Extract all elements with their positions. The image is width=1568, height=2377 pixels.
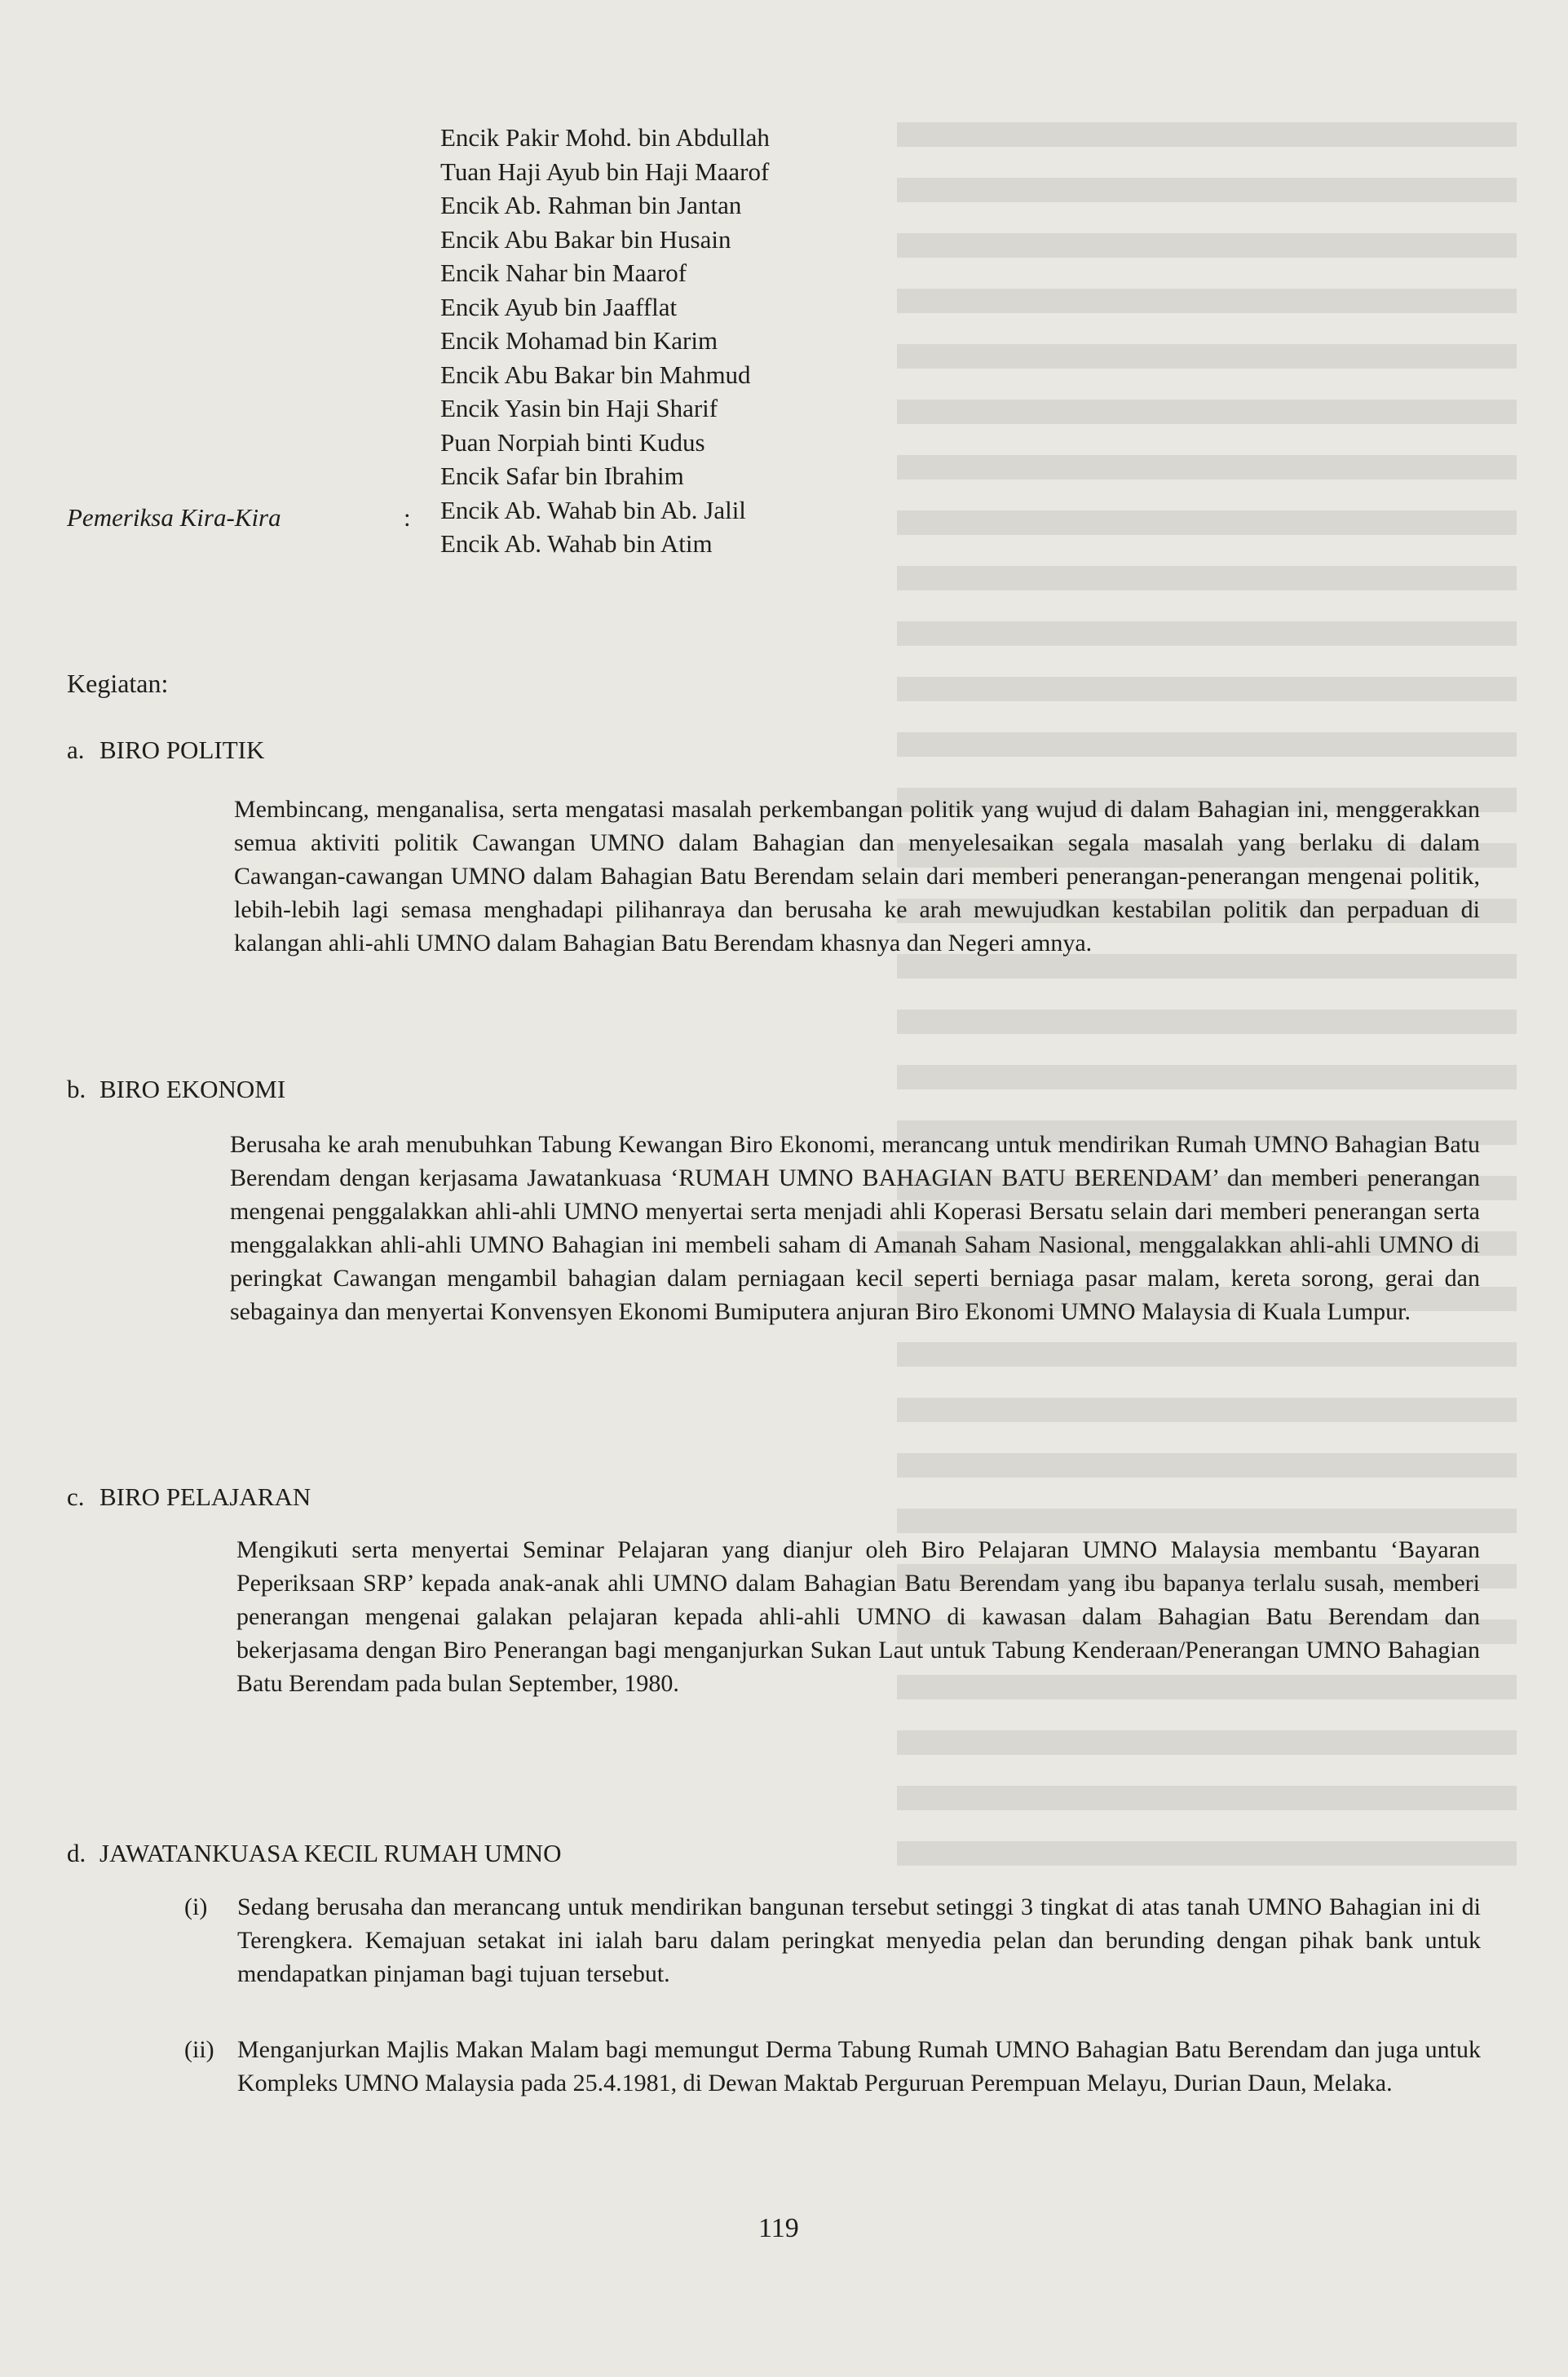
section-heading-biro-pelajaran — [67, 1482, 311, 1512]
section-letter: b. — [67, 1075, 86, 1103]
member-name: Puan Norpiah binti Kudus — [440, 427, 705, 457]
member-name: Encik Nahar bin Maarof — [440, 258, 687, 287]
section-title: BIRO EKONOMI — [99, 1075, 286, 1103]
committee-member-list — [440, 121, 770, 561]
member-name: Encik Abu Bakar bin Husain — [440, 224, 731, 254]
section-heading-biro-ekonomi — [67, 1075, 285, 1104]
item-text: Sedang berusaha dan merancang untuk mendirikan bangunan tersebut setinggi 3 tingkat di atas tanah UMNO Bahagian ini di Terengkera. Kemajuan setakat ini ialah baru dalam peringkat menyedia pelan dan berunding dengan pihak bank untuk mendapatkan pinjaman bagi tujuan tersebut. — [237, 1893, 1481, 1987]
member-name: Encik Yasin bin Haji Sharif — [440, 394, 718, 422]
section-title: JAWATANKUASA KECIL RUMAH UMNO — [99, 1839, 562, 1867]
member-name: Encik Ab. Rahman bin Jantan — [440, 191, 742, 219]
section-letter: c. — [67, 1482, 85, 1511]
section-text-biro-politik: Membincang, menganalisa, serta mengatasi masalah perkembangan politik yang wujud di dalam Bahagian ini, menggerakkan semua aktiviti politik Cawangan UMNO dalam Bahagian dan menyelesaikan segala masalah yang berlaku di dalam Cawangan-cawangan UMNO dalam Bahagian Batu Berendam selain dari memberi penerangan-penerangan mengenai politik, lebih-lebih lagi semasa menghadapi pilihanraya dan berusaha ke arah mewujudkan kestabilan politik dan perpaduan di kalangan ahli-ahli UMNO dalam Bahagian Batu Berendam khasnya dan Negeri amnya. — [234, 796, 1480, 957]
section-title: BIRO PELAJARAN — [99, 1482, 311, 1511]
section-text-biro-ekonomi: Berusaha ke arah menubuhkan Tabung Kewangan Biro Ekonomi, merancang untuk mendirikan Rumah UMNO Bahagian Batu Berendam dengan kerjasama Jawatankuasa ‘RUMAH UMNO BAHAGIAN BATU BERENDAM’ dan memberi penerangan mengenai penggalakkan ahli-ahli UMNO menyertai serta menjadi ahli Koperasi Bersatu selain dari memberi penerangan serta menggalakkan ahli-ahli UMNO Bahagian ini membeli saham di Amanah Saham Nasional, menggalakkan ahli-ahli UMNO di peringkat Cawangan mengambil bahagian dalam perniagaan kecil seperti berniaga pasar malam, kereta sorong, gerai dan sebagainya dan menyertai Konvensyen Ekonomi Bumiputera anjuran Biro Ekonomi UMNO Malaysia di Kuala Lumpur. — [230, 1131, 1480, 1325]
section-letter: a. — [67, 736, 85, 764]
member-name: Encik Mohamad bin Karim — [440, 326, 718, 355]
bleed-through-text — [897, 122, 1517, 2079]
section-letter: d. — [67, 1839, 86, 1867]
list-item — [184, 2033, 1489, 2139]
section-heading-jawatankuasa-kecil — [67, 1839, 562, 1868]
kegiatan-heading: Kegiatan: — [67, 669, 169, 698]
page-number: 119 — [758, 2213, 799, 2243]
section-title: BIRO POLITIK — [99, 736, 265, 764]
member-name: Encik Ayub bin Jaafflat — [440, 292, 678, 321]
item-number: (i) — [184, 1893, 208, 1920]
section-text-biro-pelajaran: Mengikuti serta menyertai Seminar Pelajaran yang dianjur oleh Biro Pelajaran UMNO Malaysia membantu ‘Bayaran Peperiksaan SRP’ kepada anak-anak ahli UMNO dalam Bahagian Batu Berendam yang ibu bapanya terlalu susah, memberi penerangan mengenai galakan pelajaran kepada ahli-ahli UMNO di kawasan dalam Bahagian Batu Berendam dan bekerjasama dengan Biro Penerangan bagi menganjurkan Sukan Laut untuk Tabung Kenderaan/Penerangan UMNO Bahagian Batu Berendam pada bulan September, 1980. — [236, 1536, 1480, 1697]
member-name: Encik Ab. Wahab bin Atim — [440, 529, 713, 558]
pemeriksa-colon: : — [404, 503, 411, 532]
member-name: Tuan Haji Ayub bin Haji Maarof — [440, 157, 770, 186]
list-item — [184, 1890, 1489, 1996]
pemeriksa-label: Pemeriksa Kira-Kira — [67, 503, 281, 532]
member-name: Encik Safar bin Ibrahim — [440, 462, 684, 490]
member-name: Encik Ab. Wahab bin Ab. Jalil — [440, 495, 746, 524]
section-heading-biro-politik — [67, 736, 264, 765]
member-name: Encik Pakir Mohd. bin Abdullah — [440, 123, 770, 152]
item-text: Menganjurkan Majlis Makan Malam bagi memungut Derma Tabung Rumah UMNO Bahagian Batu Berendam dan juga untuk Kompleks UMNO Malaysia pada 25.4.1981, di Dewan Maktab Perguruan Perempuan Melayu, Durian Daun, Melaka. — [237, 2036, 1481, 2096]
member-name: Encik Abu Bakar bin Mahmud — [440, 360, 751, 389]
item-number: (ii) — [184, 2036, 214, 2063]
